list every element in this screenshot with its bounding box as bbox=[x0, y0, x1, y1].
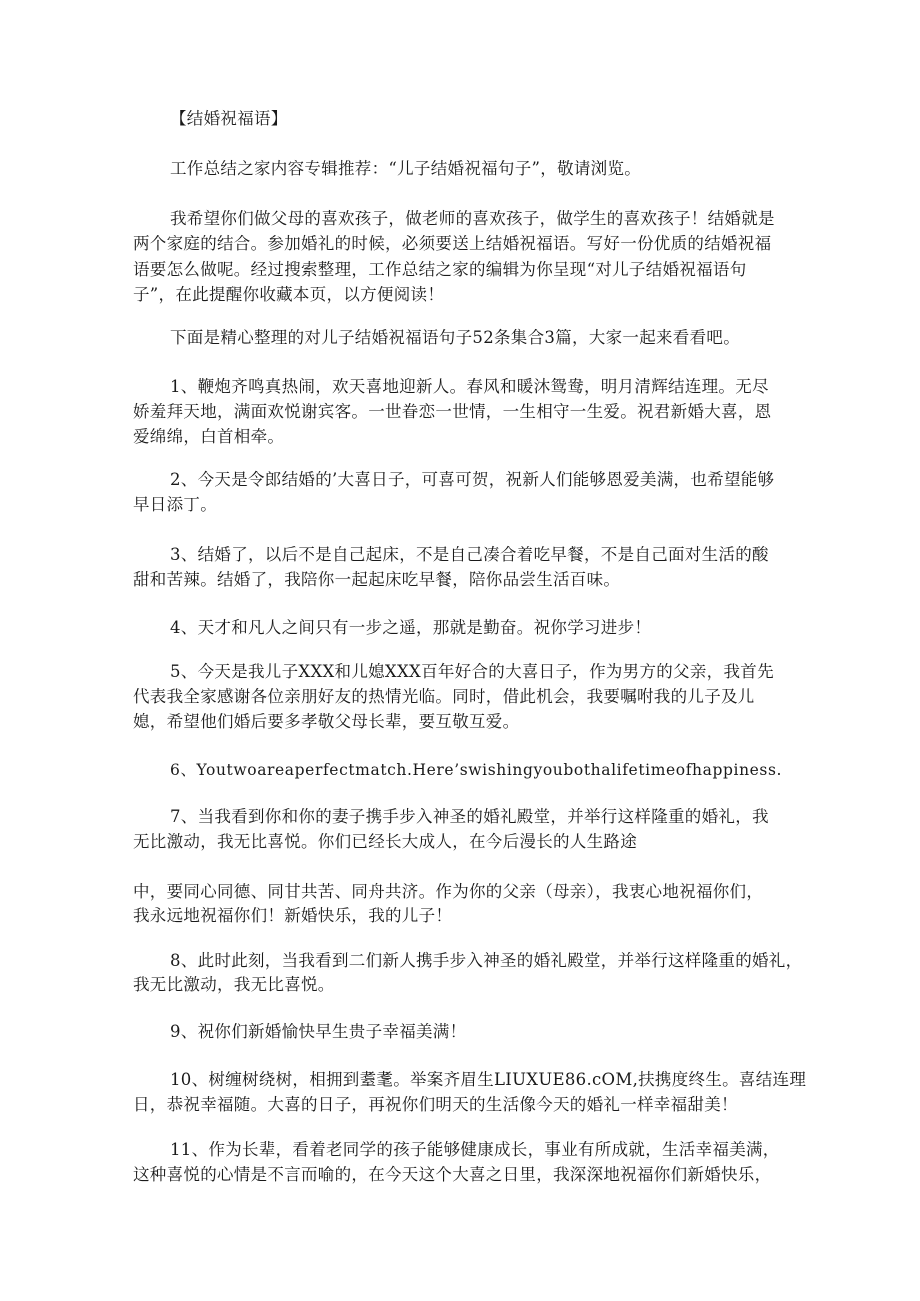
text-line: 11、作为长辈，看着老同学的孩子能够健康成长，事业有所成就，生活幸福美满， bbox=[170, 1140, 780, 1159]
text-line: 中，要同心同德、同甘共苦、同舟共济。作为你的父亲（母亲），我衷心地祝福你们， bbox=[133, 882, 764, 901]
text-line: 无比激动，我无比喜悦。你们已经长大成人，在今后漫长的人生路途 bbox=[133, 832, 637, 851]
text-line: 娇羞拜天地，满面欢悦谢宾客。一世眷恋一世情，一生相守一生爱。祝君新婚大喜，恩 bbox=[133, 402, 772, 421]
text-line: 2、今天是令郎结婚的’大喜日子，可喜可贺，祝新人们能够恩爱美满，也希望能够 bbox=[170, 470, 775, 489]
text-line: 9、祝你们新婚愉快早生贵子幸福美满！ bbox=[170, 1022, 467, 1041]
text-line: 5、今天是我儿子XXX和儿媳XXX百年好合的大喜日子，作为男方的父亲，我首先 bbox=[170, 662, 774, 681]
text-line: 日，恭祝幸福随。大喜的日子，再祝你们明天的生活像今天的婚礼一样幸福甜美！ bbox=[133, 1095, 738, 1114]
text-line: 3、结婚了，以后不是自己起床，不是自己凑合着吃早餐，不是自己面对生活的酸 bbox=[170, 545, 769, 564]
text-line: 语要怎么做呢。经过搜索整理，工作总结之家的编辑为你呈现“对儿子结婚祝福语句 bbox=[133, 260, 747, 279]
intro-line: 工作总结之家内容专辑推荐：“儿子结婚祝福句子”，敬请浏览。 bbox=[170, 159, 642, 178]
text-line: 媳，希望他们婚后要多孝敬父母长辈，要互敬互爱。 bbox=[133, 712, 520, 731]
text-line: 4、天才和凡人之间只有一步之遥，那就是勤奋。祝你学习进步！ bbox=[170, 618, 652, 637]
text-line: 我希望你们做父母的喜欢孩子，做老师的喜欢孩子，做学生的喜欢孩子！结婚就是 bbox=[170, 209, 775, 228]
text-line: 7、当我看到你和你的妻子携手步入神圣的婚礼殿堂，并举行这样隆重的婚礼，我 bbox=[170, 807, 769, 826]
text-line: 爱绵绵，白首相牵。 bbox=[133, 427, 285, 446]
text-line: 早日添丁。 bbox=[133, 495, 217, 514]
text-line: 子”，在此提醒你收藏本页，以方便阅读！ bbox=[133, 285, 445, 304]
text-line: 8、此时此刻，当我看到二们新人携手步入神圣的婚礼殿堂，并举行这样隆重的婚礼， bbox=[170, 951, 803, 970]
text-line: 甜和苦辣。结婚了，我陪你一起起床吃早餐，陪你品尝生活百味。 bbox=[133, 570, 621, 589]
document-heading: 【结婚祝福语】 bbox=[170, 109, 288, 128]
text-line: 两个家庭的结合。参加婚礼的时候，必须要送上结婚祝福语。写好一份优质的结婚祝福 bbox=[133, 234, 772, 253]
text-line: 6、Youtwoareaperfectmatch.Here’swishingyoubothalifetimeofhappiness. bbox=[170, 761, 783, 779]
text-line: 代表我全家感谢各位亲朋好友的热情光临。同时，借此机会，我要嘱咐我的儿子及儿 bbox=[133, 687, 755, 706]
text-line: 这种喜悦的心情是不言而喻的，在今天这个大喜之日里，我深深地祝福你们新婚快乐， bbox=[133, 1165, 772, 1184]
text-line: 我无比激动，我无比喜悦。 bbox=[133, 975, 335, 994]
text-line: 10、树缠树绕树，相拥到耋耄。举案齐眉生LIUXUE86.cOM,扶携度终生。喜结连理 bbox=[170, 1070, 807, 1089]
collection-intro-line: 下面是精心整理的对儿子结婚祝福语句子52条集合3篇，大家一起来看看吧。 bbox=[170, 328, 740, 347]
text-line: 1、鞭炮齐鸣真热闹，欢天喜地迎新人。春风和暖沐鸳鸯，明月清辉结连理。无尽 bbox=[170, 377, 769, 396]
text-line: 我永远地祝福你们！新婚快乐，我的儿子！ bbox=[133, 906, 453, 925]
